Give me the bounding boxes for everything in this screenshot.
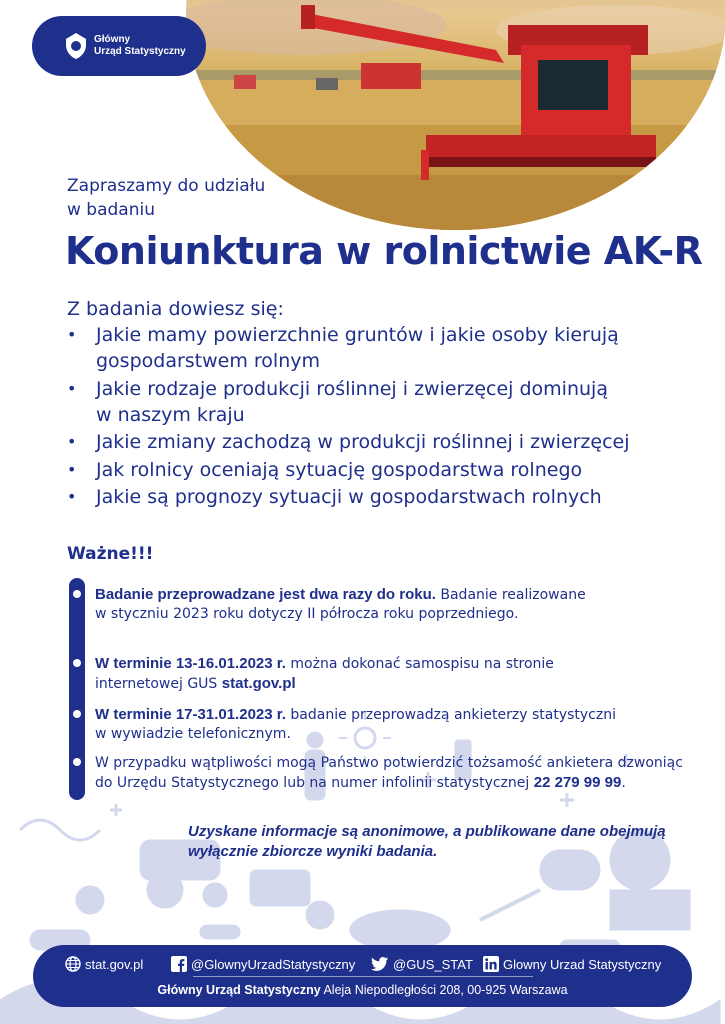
hotline-number[interactable]: 22 279 99 99	[533, 774, 622, 791]
anon-line: wyłącznie zbiorcze wyniki badania.	[188, 843, 438, 860]
gus-logo[interactable]	[32, 16, 206, 76]
footer-facebook[interactable]	[171, 954, 355, 974]
footer-website[interactable]	[65, 954, 143, 974]
logo-line-1: Główny	[94, 34, 131, 45]
info-text: można dokonać samospisu na stronie	[285, 656, 554, 672]
learn-item-line: w naszym kraju	[96, 403, 245, 426]
info-text: w wywiadzie telefonicznym.	[95, 726, 291, 742]
gus-logo-icon	[64, 32, 88, 60]
learn-heading: Z badania dowiesz się:	[67, 298, 284, 320]
important-heading: Ważne!!!	[67, 544, 154, 564]
info-bold: Badanie przeprowadzane jest dwa razy do roku.	[95, 586, 436, 603]
timeline-dot	[73, 758, 81, 766]
timeline-bar	[69, 578, 85, 800]
timeline-dot	[73, 659, 81, 667]
footer-org: Główny Urząd Statystyczny	[157, 983, 321, 997]
info-text: Badanie realizowane	[435, 587, 586, 603]
anon-line: Uzyskane informacje są anonimowe, a publikowane dane obejmują	[188, 823, 666, 840]
learn-item-line: • Jakie mamy powierzchnie gruntów i jakie osoby kierują	[96, 324, 619, 346]
timeline-dot	[73, 590, 81, 598]
twitter-label: @GUS_STAT	[393, 956, 473, 972]
info-text: W przypadku wątpliwości mogą Państwo potwierdzić tożsamość ankietera dzwoniąc	[95, 755, 683, 771]
learn-item-line: • Jak rolnicy oceniają sytuację gospodarstwa rolnego	[96, 458, 583, 481]
learn-item	[67, 484, 687, 510]
info-bold: W terminie 17-31.01.2023 r.	[95, 706, 286, 723]
learn-item-line: • Jakie są prognozy sytuacji w gospodarstwach rolnych	[96, 486, 602, 508]
info-text: internetowej GUS	[95, 676, 222, 692]
learn-list	[67, 322, 687, 512]
learn-item	[67, 429, 687, 455]
learn-item	[67, 457, 687, 483]
footer-address	[33, 983, 692, 997]
learn-item	[67, 322, 687, 374]
website-label: stat.gov.pl	[85, 956, 144, 972]
twitter-icon	[371, 956, 389, 972]
info-item-schedule	[95, 585, 695, 624]
learn-item-line: gospodarstwem rolnym	[96, 350, 321, 372]
info-item-verify	[95, 754, 695, 793]
facebook-label: @GlownyUrzadStatystyczny	[191, 956, 356, 972]
logo-line-2: Urząd Statystyczny	[94, 46, 186, 57]
linkedin-label: Glowny Urzad Statystyczny	[503, 956, 662, 972]
footer-linkedin[interactable]	[483, 954, 661, 974]
info-bold: W terminie 13-16.01.2023 r.	[95, 655, 286, 672]
timeline-dot	[73, 710, 81, 718]
learn-item-line: • Jakie zmiany zachodzą w produkcji roślinnej i zwierzęcej	[96, 431, 630, 453]
intro-line-1: Zapraszamy do udziału	[67, 176, 266, 196]
footer	[33, 945, 692, 1007]
learn-item	[67, 376, 687, 428]
anonymity-note	[188, 822, 688, 862]
intro-text	[67, 174, 265, 222]
stat-gov-link[interactable]: stat.gov.pl	[221, 675, 296, 692]
page-title: Koniunktura w rolnictwie AK-R	[65, 229, 703, 273]
globe-icon	[65, 956, 81, 972]
logo-text	[94, 34, 186, 58]
info-text: do Urzędu Statystycznego lub na numer infolinii statystycznej	[95, 775, 534, 791]
footer-twitter[interactable]	[371, 954, 473, 974]
info-text: w styczniu 2023 roku dotyczy II półrocza roku poprzedniego.	[95, 606, 519, 622]
footer-divider	[193, 976, 533, 977]
footer-address-text: Aleja Niepodległości 208, 00-925 Warszawa	[320, 983, 568, 997]
info-text: badanie przeprowadzą ankieterzy statystyczni	[285, 707, 616, 723]
hero-harvester-image	[186, 0, 725, 230]
intro-line-2: w badaniu	[67, 200, 155, 220]
info-item-selfcensus	[95, 654, 695, 694]
learn-item-line: • Jakie rodzaje produkcji roślinnej i zwierzęcej dominują	[96, 377, 608, 400]
facebook-icon	[171, 956, 187, 972]
info-item-interview	[95, 705, 695, 744]
info-text: .	[621, 775, 626, 791]
linkedin-icon	[483, 956, 499, 972]
